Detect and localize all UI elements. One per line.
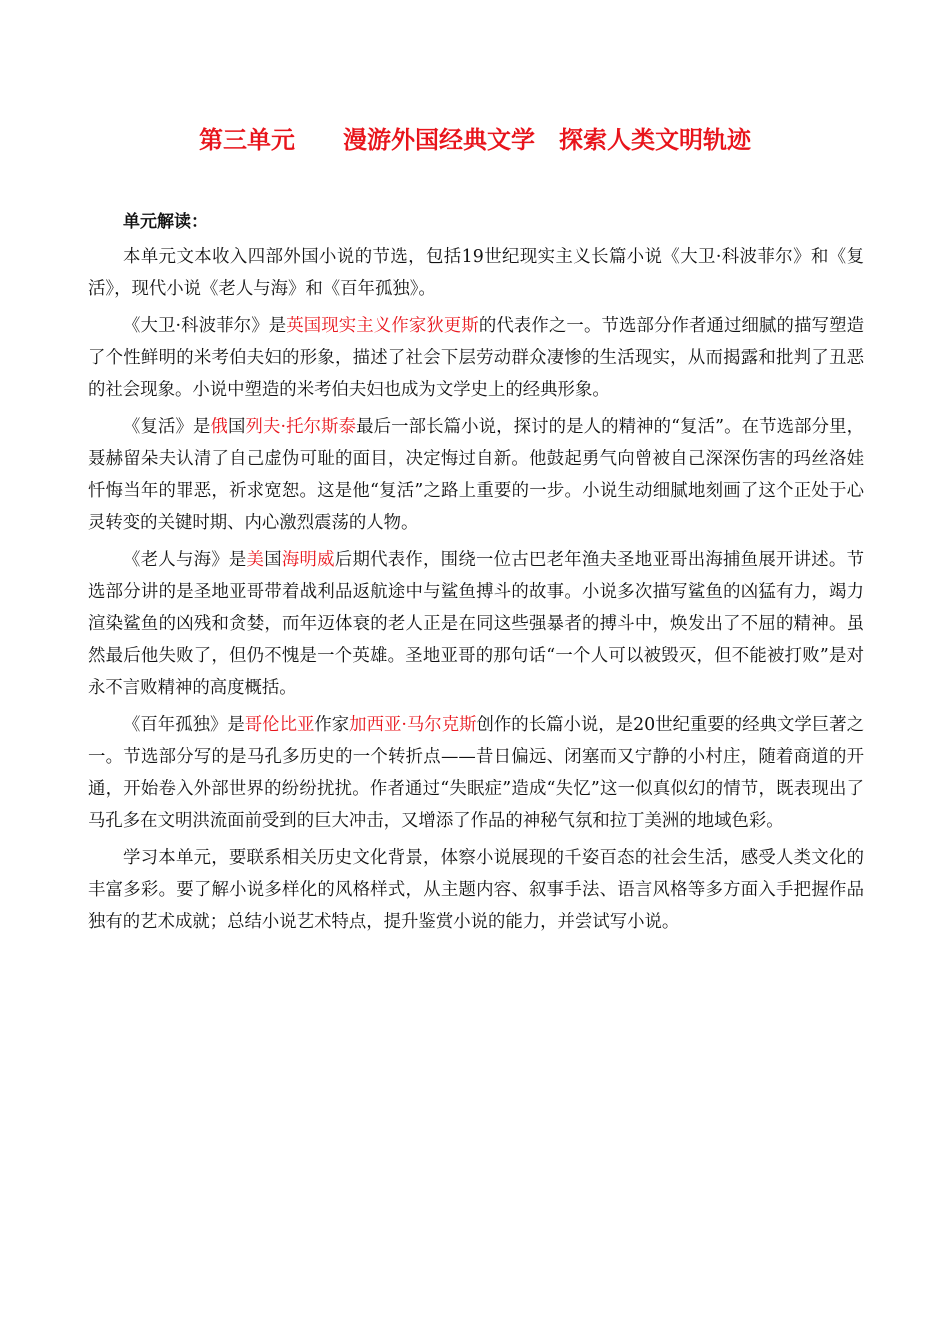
paragraph-hundred-years-solitude [88,709,864,837]
text-span: 《复活》是 [123,417,211,437]
paragraph-resurrection [88,411,864,539]
highlight-author: 加西亚·马尔克斯 [349,715,477,735]
page-title: 第三单元 漫游外国经典文学 探索人类文明轨迹 [199,126,751,154]
text-span: 最后一部长篇小说，探讨的是人的精神的“复活”。在节选部分里，聂赫留朵夫认清了自己虚伪可耻的面目，决定悔过自新。他鼓起勇气向曾被自己深深伤害的玛丝洛娃忏悔当年的罪恶，祈求宽恕。这是他“复活”之路上重要的一步。小说生动细腻地刻画了这个正处于心灵转变的关键时期、内心激烈震荡的人物。 [88,417,864,533]
paragraph-david-copperfield [88,310,864,406]
text-span: 作家 [314,715,350,735]
paragraph-old-man-and-sea [88,544,864,704]
section-heading: 单元解读： [123,212,208,232]
paragraph-study-guide-text: 学习本单元，要联系相关历史文化背景，体察小说展现的千姿百态的社会生活，感受人类文化的丰富多彩。要了解小说多样化的风格样式，从主题内容、叙事手法、语言风格等多方面入手把握作品独有的艺术成就；总结小说艺术特点，提升鉴赏小说的能力，并尝试写小说。 [88,848,864,932]
paragraph-intro-text: 本单元文本收入四部外国小说的节选，包括19世纪现实主义长篇小说《大卫·科波菲尔》和《复活》，现代小说《老人与海》和《百年孤独》。 [88,247,864,299]
highlight-country: 俄 [210,417,228,437]
highlight-author: 海明威 [281,550,335,570]
text-span: 的代表作之一。节选部分作者通过细腻的描写塑造了个性鲜明的米考伯夫妇的形象，描述了社会下层劳动群众凄惨的生活现实，从而揭露和批判了丑恶的社会现象。小说中塑造的米考伯夫妇也成为文学史上的经典形象。 [88,316,864,400]
paragraph-intro [88,241,864,305]
document-body [88,206,864,943]
text-span: 国 [264,550,282,570]
highlight-author: 列夫·托尔斯泰 [245,417,357,437]
text-span: 创作的长篇小说，是20世纪重要的经典文学巨著之一。节选部分写的是马孔多历史的一个转折点——昔日偏远、闭塞而又宁静的小村庄，随着商道的开通，开始卷入外部世界的纷纷扰扰。作者通过“失眠症”造成“失忆”这一似真似幻的情节，既表现出了马孔多在文明洪流面前受到的巨大冲击，又增添了作品的神秘气氛和拉丁美洲的地域色彩。 [88,715,864,831]
highlight-country: 美 [246,550,265,570]
paragraph-study-guide [88,842,864,938]
highlight-country: 哥伦比亚 [244,715,315,735]
text-span: 后期代表作，围绕一位古巴老年渔夫圣地亚哥出海捕鱼展开讲述。节选部分讲的是圣地亚哥带着战利品返航途中与鲨鱼搏斗的故事。小说多次描写鲨鱼的凶猛有力，竭力渲染鲨鱼的凶残和贪婪，而年迈体衰的老人正是在同这些强暴者的搏斗中，焕发出了不屈的精神。虽然最后他失败了，但仍不愧是一个英雄。圣地亚哥的那句话“一个人可以被毁灭，但不能被打败”是对永不言败精神的高度概括。 [88,550,864,698]
text-span: 《百年孤独》是 [123,715,245,735]
text-span: 《老人与海》是 [123,550,247,570]
highlight-author: 英国现实主义作家狄更斯 [286,316,479,336]
text-span: 国 [228,417,246,437]
text-span: 《大卫·科波菲尔》是 [123,316,287,336]
